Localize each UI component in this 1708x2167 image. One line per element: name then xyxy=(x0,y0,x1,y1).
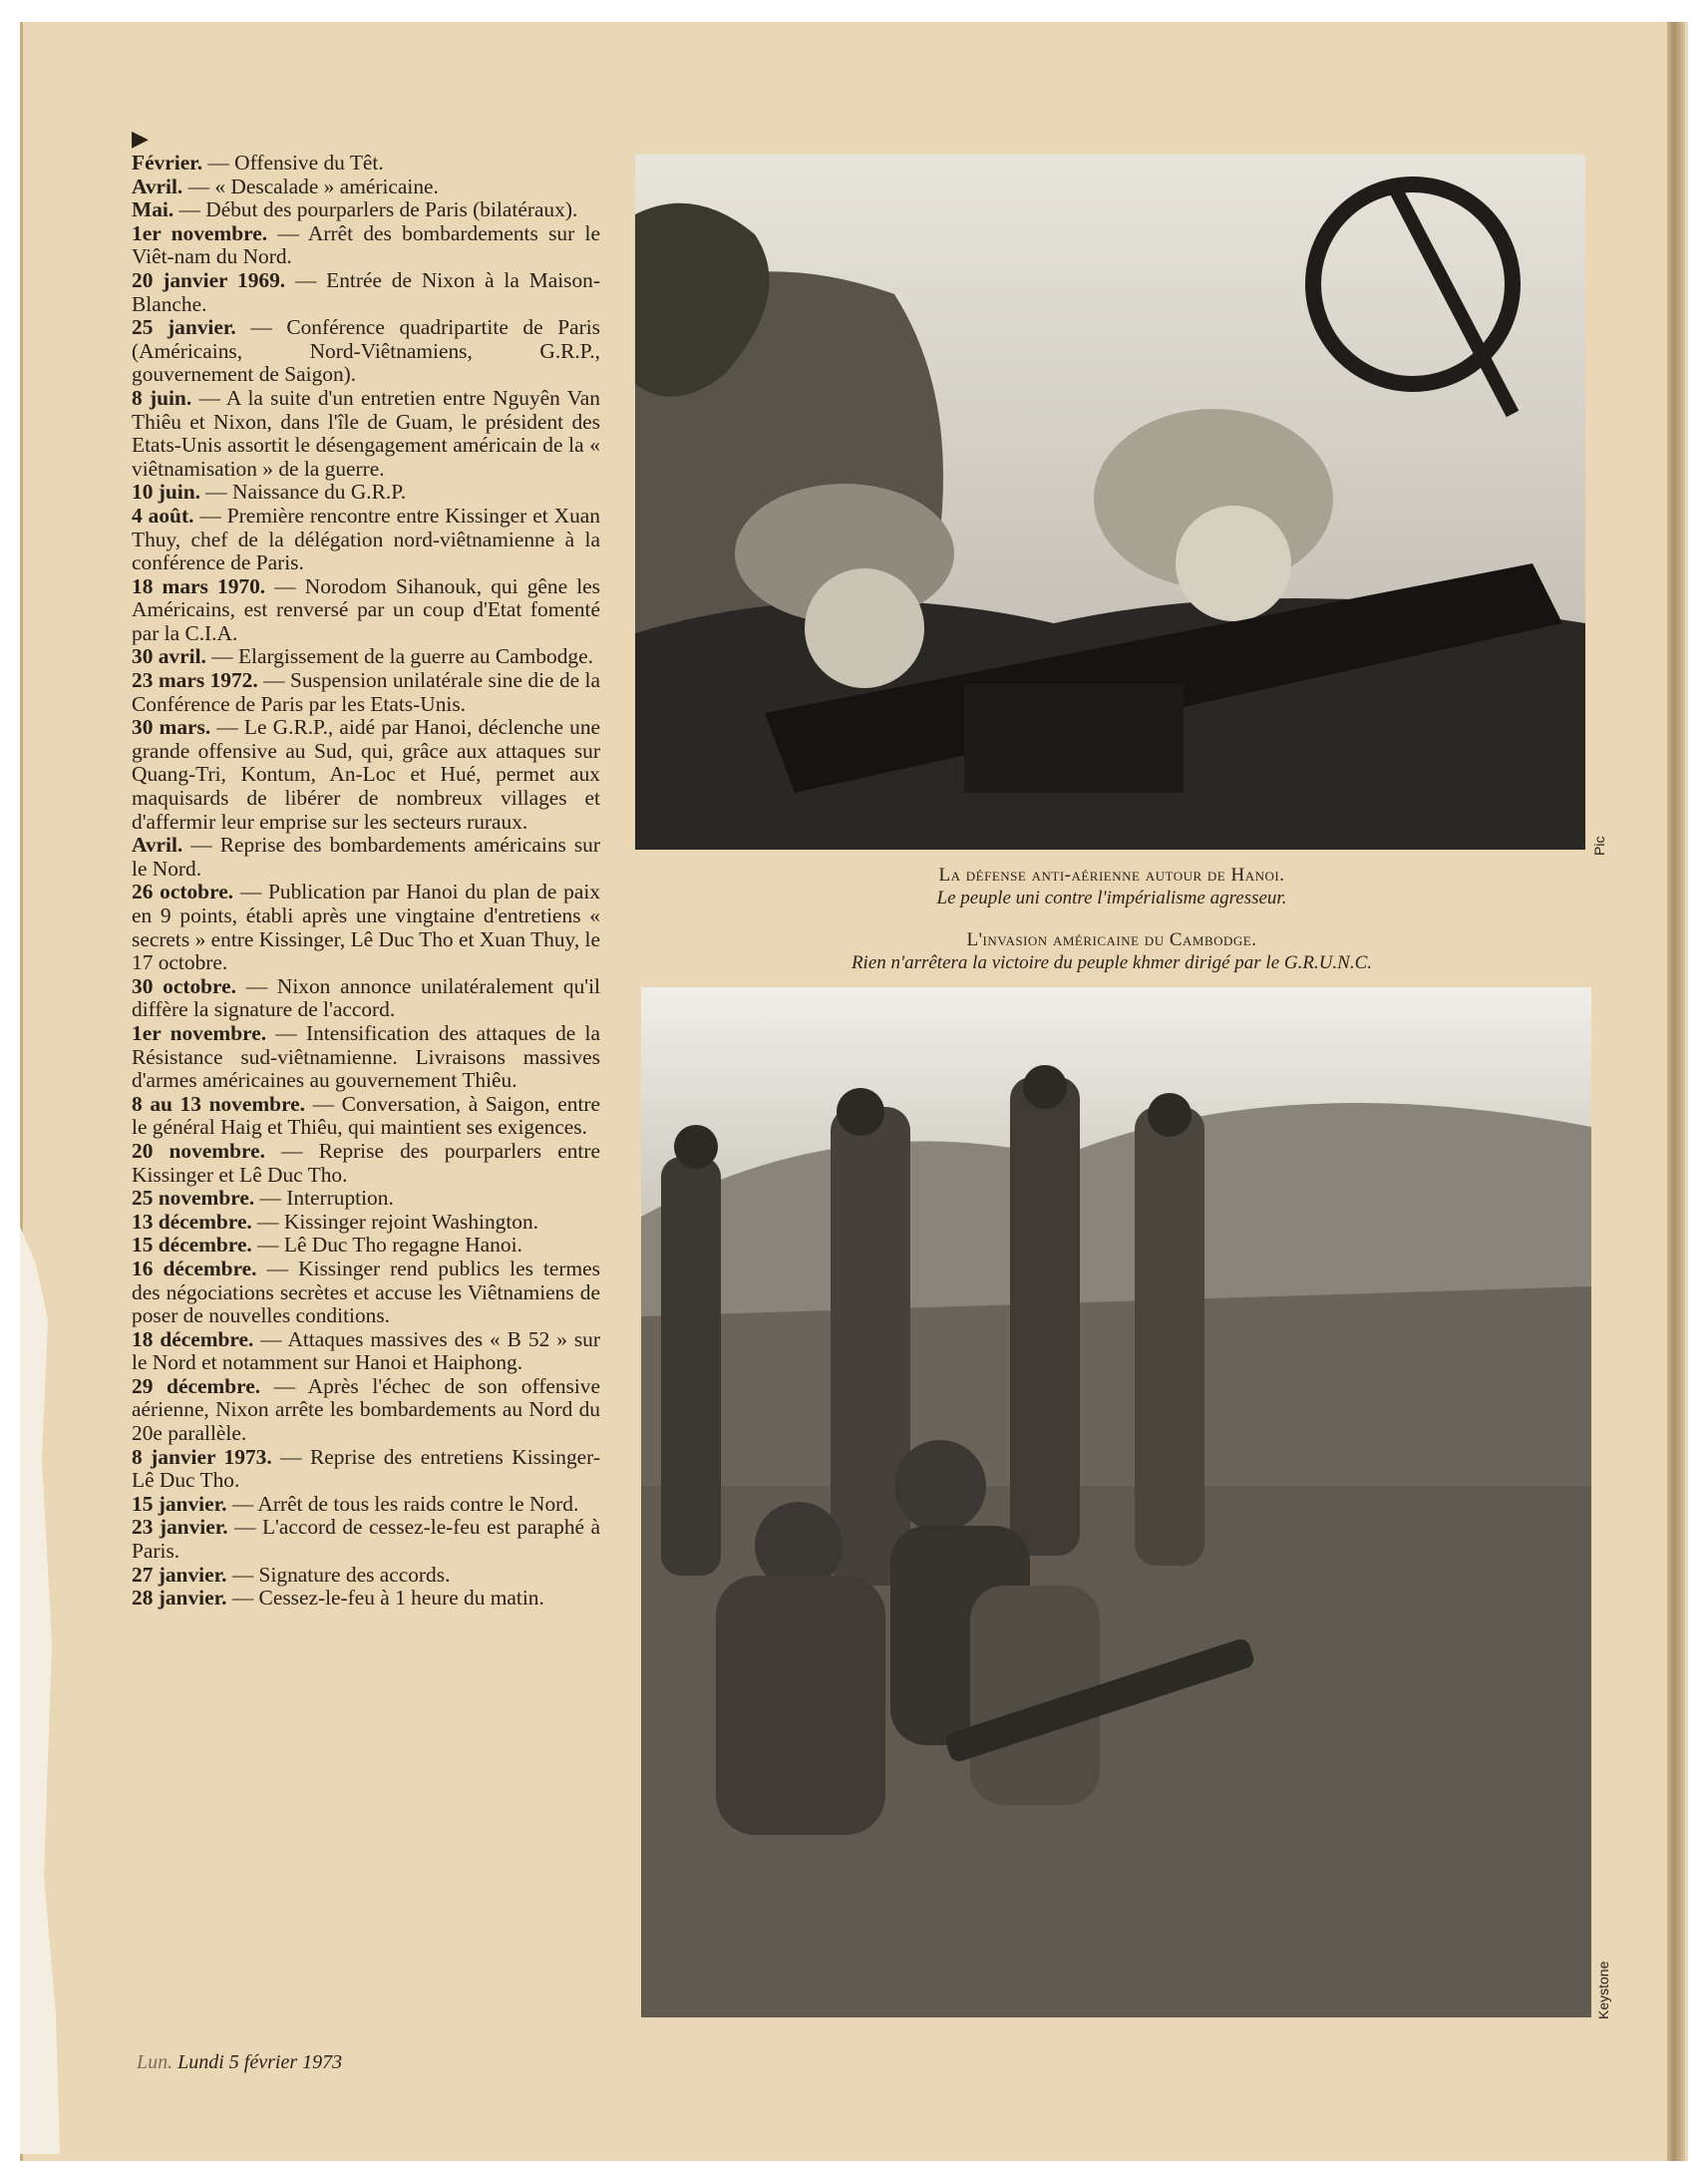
timeline-entry: Mai. — Début des pourparlers de Paris (bilatéraux). xyxy=(132,197,578,222)
timeline-entry: 15 janvier. — Arrêt de tous les raids contre le Nord. xyxy=(132,1491,579,1516)
page-footer xyxy=(137,2051,342,2074)
page-edge xyxy=(1667,22,1685,2161)
timeline-entry: 29 décembre. — Après l'échec de son offensive aérienne, Nixon arrête les bombardements au Nord du 20e parallèle. xyxy=(132,1373,600,1446)
photo-credit: Pic xyxy=(1591,836,1607,856)
timeline-entry: 4 août. — Première rencontre entre Kissinger et Xuan Thuy, chef de la délégation nord-viêtnamienne à la conférence de Paris. xyxy=(132,503,600,575)
timeline-entry: 16 décembre. — Kissinger rend publics les termes des négociations secrètes et accuse les Viêtnamiens de poser de nouvelles conditions. xyxy=(132,1256,600,1328)
caption-subtitle: Le peuple uni contre l'impérialisme agresseur. xyxy=(936,888,1287,908)
timeline-entry: 28 janvier. — Cessez-le-feu à 1 heure du matin. xyxy=(132,1586,544,1611)
timeline-entry: 25 janvier. — Conférence quadripartite de Paris (Américains, Nord-Viêtnamiens, G.R.P., gouvernement de Saigon). xyxy=(132,315,600,387)
timeline-entry: 23 mars 1972. — Suspension unilatérale sine die de la Conférence de Paris par les Etats-Unis. xyxy=(132,668,600,716)
issue-date: Lundi 5 février 1973 xyxy=(177,2051,343,2073)
timeline-entry: 20 janvier 1969. — Entrée de Nixon à la Maison-Blanche. xyxy=(132,267,600,316)
timeline-entry: 1er novembre. — Intensification des attaques de la Résistance sud-viêtnamienne. Livraisons massives d'armes américaines au gouvernement Thiêu. xyxy=(132,1020,600,1093)
timeline-entry: 23 janvier. — L'accord de cessez-le-feu est paraphé à Paris. xyxy=(132,1515,600,1564)
timeline-entry: 15 décembre. — Lê Duc Tho regagne Hanoi. xyxy=(132,1233,522,1258)
photo-credit: Keystone xyxy=(1595,1961,1611,2019)
caption-title: L'invasion américaine du Cambodge. xyxy=(966,929,1257,950)
timeline-entry: 30 mars. — Le G.R.P., aidé par Hanoi, déclenche une grande offensive au Sud, qui, grâce aux attaques sur Quang-Tri, Kontum, An-Loc et Hué, permet aux maquisards de libérer de nombreux villages et d'affermir leur emprise sur les secteurs ruraux. xyxy=(132,715,601,834)
triangle-marker-icon: ▶ xyxy=(132,126,149,151)
caption-subtitle: Rien n'arrêtera la victoire du peuple khmer dirigé par le G.R.U.N.C. xyxy=(851,952,1373,973)
timeline-entry: 8 janvier 1973. — Reprise des entretiens Kissinger-Lê Duc Tho. xyxy=(132,1444,600,1493)
anti-aircraft-photo xyxy=(635,155,1585,850)
timeline-entry: 8 juin. — A la suite d'un entretien entre Nguyên Van Thiêu et Nixon, dans l'île de Guam, le président des Etats-Unis assortit le désengagement américain de la « viêtnamisation » de la guerre. xyxy=(132,385,601,481)
timeline-entry: 20 novembre. — Reprise des pourparlers entre Kissinger et Lê Duc Tho. xyxy=(132,1138,600,1187)
chronology-column xyxy=(132,152,600,1611)
timeline-entry: Avril. — « Descalade » américaine. xyxy=(132,174,439,198)
timeline-entry: 27 janvier. — Signature des accords. xyxy=(132,1562,451,1587)
timeline-entry: 8 au 13 novembre. — Conversation, à Saigon, entre le général Haig et Thiêu, qui maintient ses exigences. xyxy=(132,1091,601,1140)
timeline-entry: 10 juin. — Naissance du G.R.P. xyxy=(132,480,407,505)
caption-title: La défense anti-aérienne autour de Hanoi. xyxy=(938,865,1285,886)
timeline-entry: 26 octobre. — Publication par Hanoi du plan de paix en 9 points, établi après une vingtaine d'entretiens « secrets » entre Kissinger, Lê Duc Tho et Xuan Thuy, le 17 octobre. xyxy=(132,880,601,975)
timeline-entry: 13 décembre. — Kissinger rejoint Washington. xyxy=(132,1209,539,1234)
timeline-entry: 30 octobre. — Nixon annonce unilatéralement qu'il diffère la signature de l'accord. xyxy=(132,973,600,1022)
photo2-caption xyxy=(638,928,1585,974)
timeline-entry: 18 décembre. — Attaques massives des « B 52 » sur le Nord et notamment sur Hanoi et Haiphong. xyxy=(132,1326,600,1375)
cambodia-invasion-photo xyxy=(641,987,1591,2017)
footer-prefix: Lun. xyxy=(137,2051,173,2073)
timeline-entry: 1er novembre. — Arrêt des bombardements sur le Viêt-nam du Nord. xyxy=(132,220,600,269)
timeline-entry: 25 novembre. — Interruption. xyxy=(132,1186,394,1211)
timeline-entry: Avril. — Reprise des bombardements américains sur le Nord. xyxy=(132,833,600,881)
timeline-entry: 30 avril. — Elargissement de la guerre au Cambodge. xyxy=(132,644,593,669)
timeline-entry: Février. — Offensive du Têt. xyxy=(132,151,384,175)
photo1-caption xyxy=(638,864,1585,909)
timeline-entry: 18 mars 1970. — Norodom Sihanouk, qui gêne les Américains, est renversé par un coup d'Etat fomenté par la C.I.A. xyxy=(132,573,600,645)
